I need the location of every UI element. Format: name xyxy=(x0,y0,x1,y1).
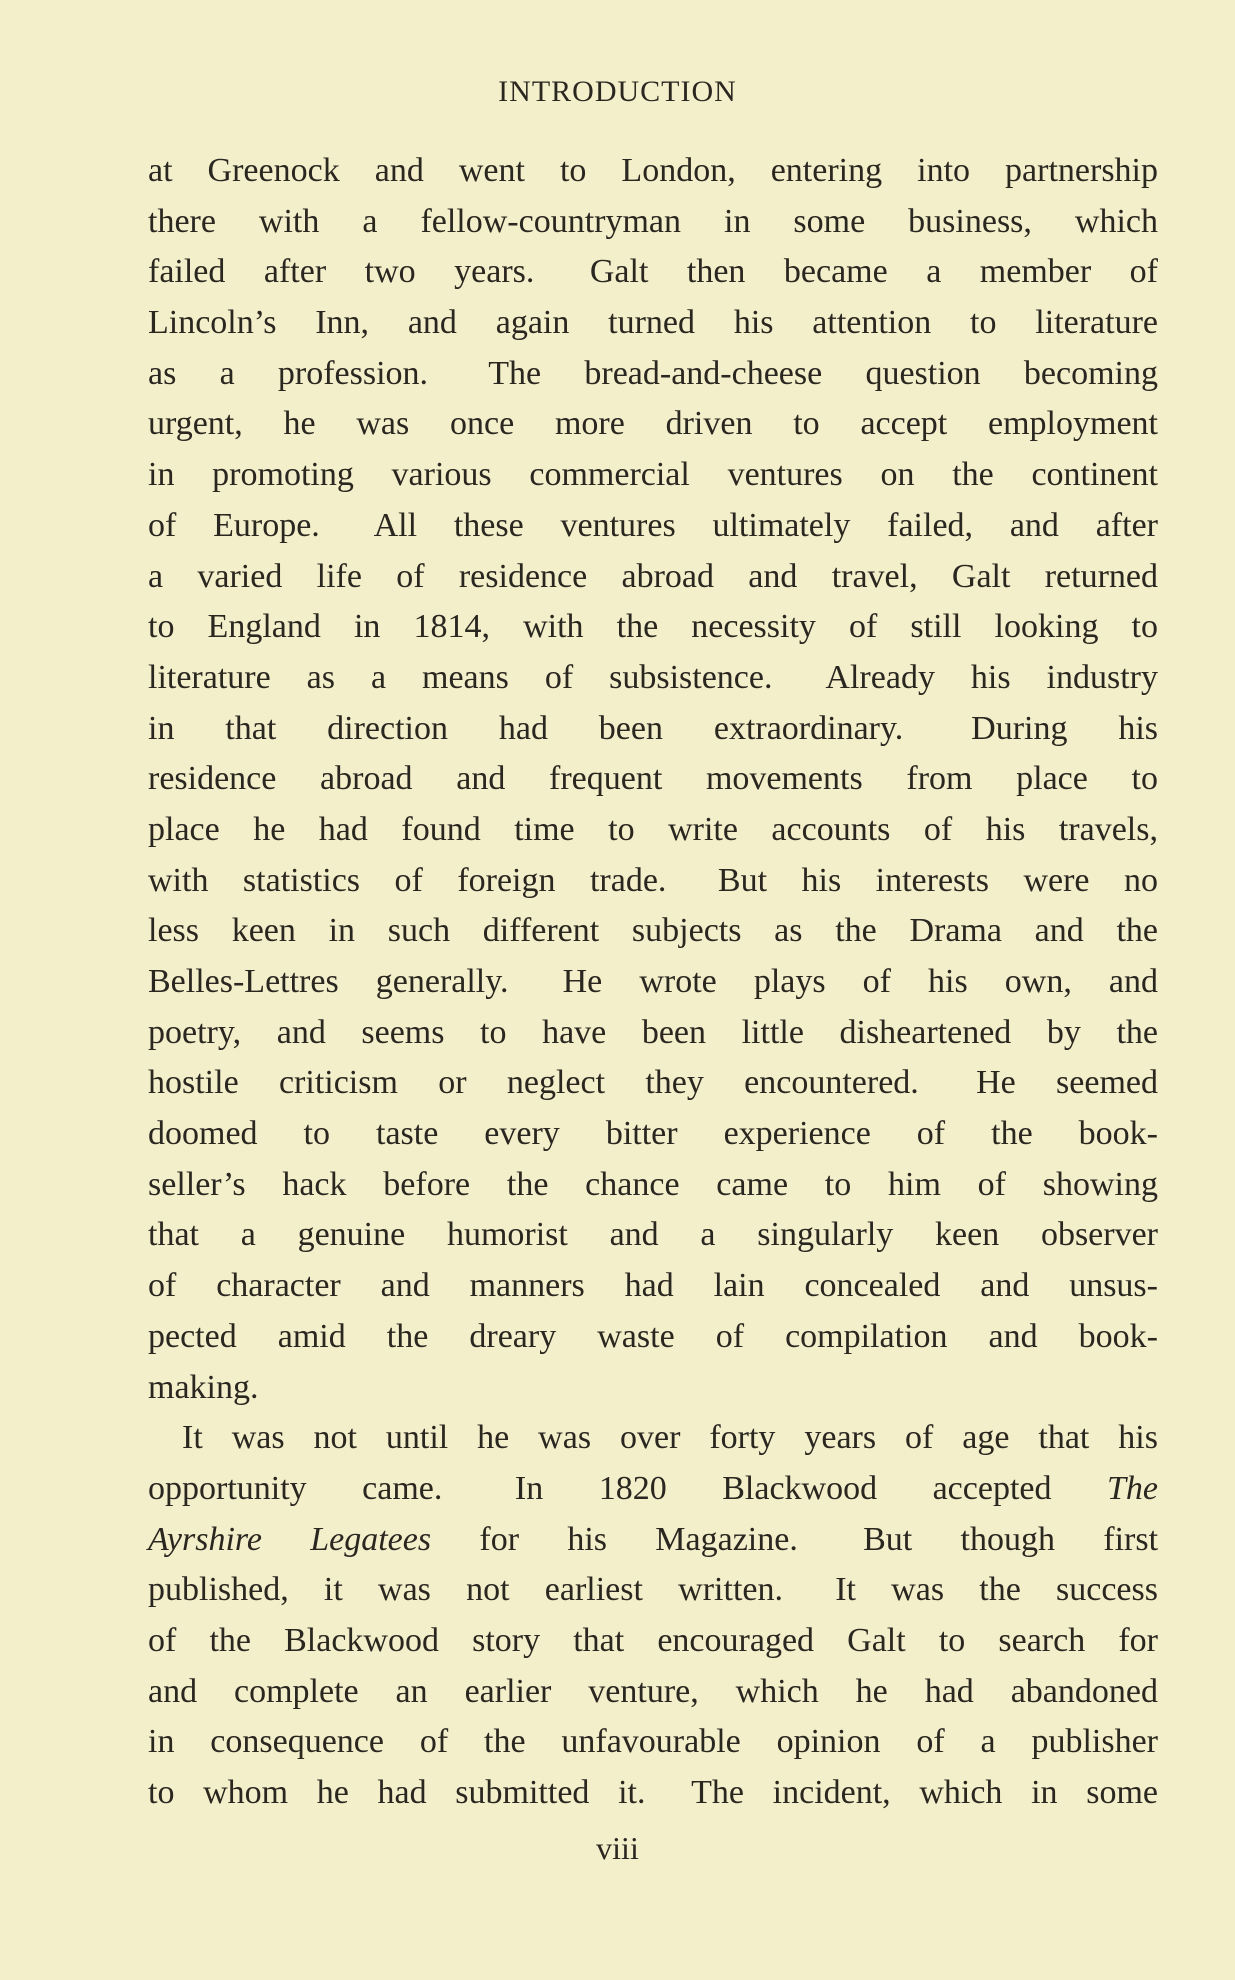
text-line: as a profession. The bread-and-cheese question becoming xyxy=(148,354,1158,392)
text-line: with statistics of foreign trade. But his interests were no xyxy=(148,861,1158,899)
text-line: poetry, and seems to have been little disheartened by the xyxy=(148,1013,1158,1051)
text-line: less keen in such different subjects as the Drama and the xyxy=(148,912,1158,950)
text-line: in consequence of the unfavourable opinion of a publisher xyxy=(148,1723,1158,1761)
text-line: of character and manners had lain concealed and unsus- xyxy=(148,1267,1158,1305)
text-line: published, it was not earliest written. It was the success xyxy=(148,1571,1158,1609)
text-line: to England in 1814, with the necessity of still looking to xyxy=(148,608,1158,646)
paragraph-1 xyxy=(148,146,1158,1413)
paragraph-2 xyxy=(148,1413,1158,1819)
text-line: residence abroad and frequent movements from place to xyxy=(148,760,1158,798)
text-segment: for his Magazine. But though first xyxy=(431,1520,1159,1558)
text-line: literature as a means of subsistence. Already his industry xyxy=(148,658,1158,696)
text-line: making. xyxy=(148,1368,259,1406)
text-line: there with a fellow-countryman in some business, which xyxy=(148,202,1158,240)
text-line: in promoting various commercial ventures on the continent xyxy=(148,456,1158,494)
title-italic: Ayrshire Legatees xyxy=(148,1520,432,1558)
text-line: urgent, he was once more driven to accept employment xyxy=(148,405,1158,443)
text-line: in that direction had been extraordinary. During his xyxy=(148,709,1158,747)
text-line: doomed to taste every bitter experience of the book- xyxy=(148,1115,1158,1153)
text-line: It was not until he was over forty years of age that his xyxy=(182,1419,1158,1457)
text-line: Belles-Lettres generally. He wrote plays of his own, and xyxy=(148,963,1158,1000)
running-head: INTRODUCTION xyxy=(498,75,737,108)
text-line: that a genuine humorist and a singularly keen observer xyxy=(148,1216,1158,1254)
text-line: seller’s hack before the chance came to him of showing xyxy=(148,1165,1158,1203)
text-line: a varied life of residence abroad and travel, Galt returned xyxy=(148,557,1158,595)
text-segment: opportunity came. In 1820 Blackwood accepted xyxy=(148,1469,1107,1507)
text-line xyxy=(148,1515,1158,1566)
body-text xyxy=(148,146,1158,1819)
page-number: viii xyxy=(596,1830,639,1866)
text-line xyxy=(148,1464,1158,1515)
text-line: to whom he had submitted it. The incident, which in some xyxy=(148,1774,1158,1811)
title-italic: The xyxy=(1107,1469,1158,1507)
text-line: pected amid the dreary waste of compilation and book- xyxy=(148,1317,1158,1355)
text-line: place he had found time to write accounts of his travels, xyxy=(148,810,1158,848)
text-line: of Europe. All these ventures ultimately failed, and after xyxy=(148,506,1158,544)
text-line: and complete an earlier venture, which he had abandoned xyxy=(148,1672,1158,1710)
text-line: of the Blackwood story that encouraged Galt to search for xyxy=(148,1621,1158,1659)
text-line: at Greenock and went to London, entering into partnership xyxy=(148,152,1158,189)
text-line: failed after two years. Galt then became a member of xyxy=(148,253,1158,291)
text-line: hostile criticism or neglect they encountered. He seemed xyxy=(148,1064,1158,1102)
text-line: Lincoln’s Inn, and again turned his attention to literature xyxy=(148,304,1158,342)
